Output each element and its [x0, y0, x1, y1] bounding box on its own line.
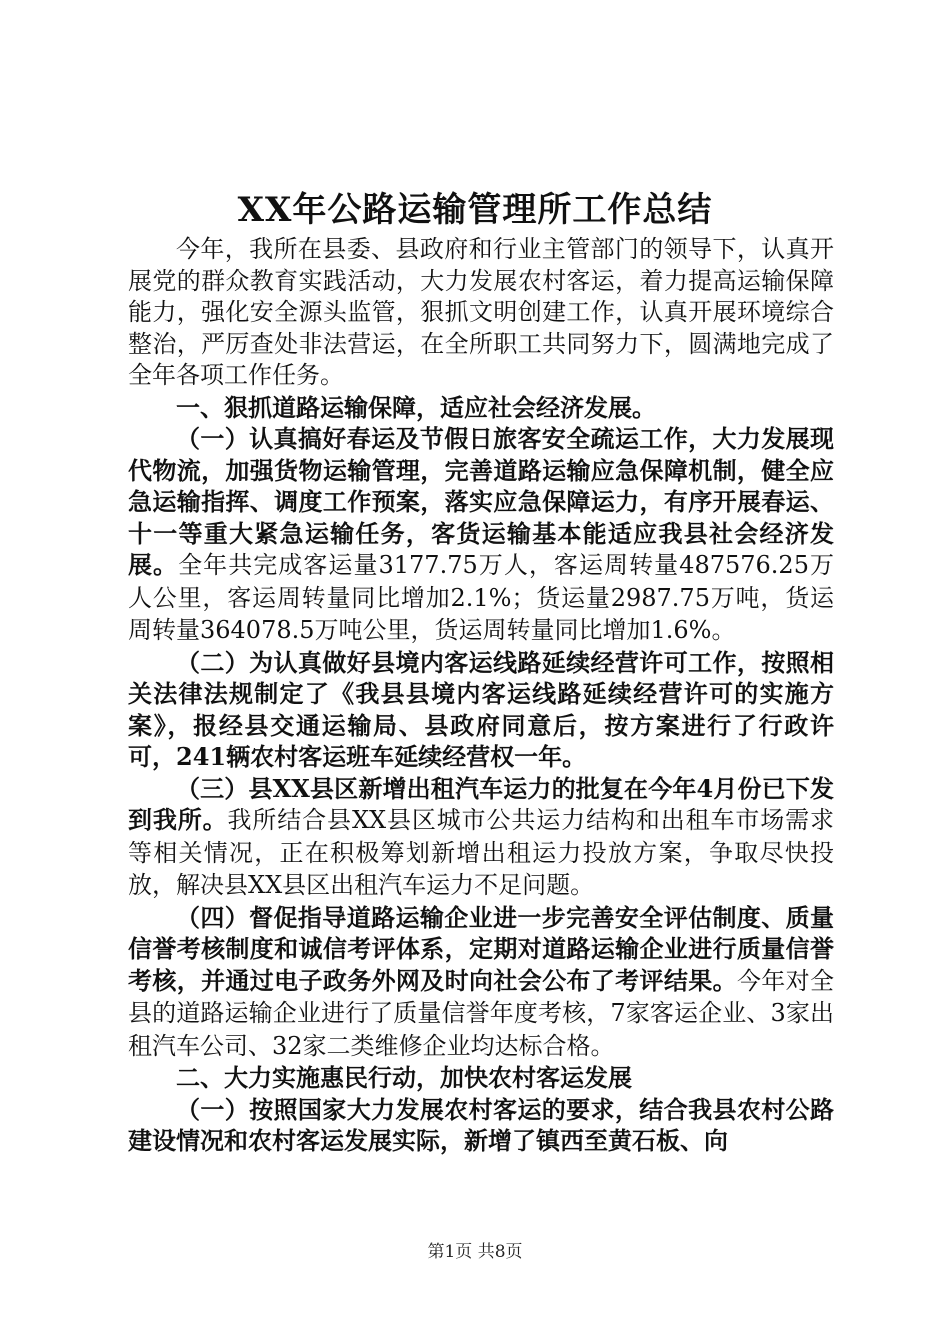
section-1-item-4 — [128, 902, 834, 1063]
document-title: XX年公路运输管理所工作总结 — [237, 190, 713, 230]
section-1-item-1 — [128, 423, 834, 647]
section-heading-2: 二、大力实施惠民行动，加快农村客运发展 — [176, 1063, 632, 1092]
section-heading-1: 一、狠抓道路运输保障，适应社会经济发展。 — [176, 392, 656, 422]
item-1-text: （一）认真搞好春运及节假日旅客安全疏运工作，大力发展现代物流，加强货物运输管理，完善道路运输应急保障机制，健全应急运输指挥、调度工作预案，落实应急保障运力，有序开展春运、十一等重大紧急运输任务，客货运输基本能适应我县社会经济发展。 — [128, 424, 834, 579]
page-footer: 第1页 共8页 — [427, 1242, 523, 1262]
item-1-stats: 全年共完成客运量3177.75万人，客运周转量487576.25万人公里，客运周转量同比增加2.1%；货运量2987.75万吨，货运周转量364078.5万吨公里，货运周转量同比增加1.6%。 — [128, 551, 835, 644]
item-3-detail: 我所结合县XX县区城市公共运力结构和出租车市场需求等相关情况，正在积极筹划新增出租运力投放方案，争取尽快投放，解决县XX县区出租汽车运力不足问题。 — [128, 806, 834, 899]
item-3-text: （三）县XX县区新增出租汽车运力的批复在今年4月份已下发到我所。 — [128, 773, 834, 834]
document-body — [128, 234, 834, 1157]
section-2-item-1: （一）按照国家大力发展农村客运的要求，结合我县农村公路建设情况和农村客运发展实际，新增了镇西至黄石板、向 — [128, 1094, 834, 1155]
intro-paragraph: 今年，我所在县委、县政府和行业主管部门的领导下，认真开展党的群众教育实践活动，大力发展农村客运，着力提高运输保障能力，强化安全源头监管，狠抓文明创建工作，认真开展环境综合整治，严厉查处非法营运，在全所职工共同努力下，圆满地完成了全年各项工作任务。 — [128, 235, 834, 389]
item-4-text: （四）督促指导道路运输企业进一步完善安全评估制度、质量信誉考核制度和诚信考评体系，定期对道路运输企业进行质量信誉考核，并通过电子政务外网及时向社会公布了考评结果。 — [128, 902, 834, 995]
item-4-detail: 今年对全县的道路运输企业进行了质量信誉年度考核，7家客运企业、3家出租汽车公司、32家二类维修企业均达标合格。 — [128, 966, 835, 1060]
section-1-item-3 — [128, 773, 834, 902]
section-1-item-2: （二）为认真做好县境内客运线路延续经营许可工作，按照相关法律法规制定了《我县县境内客运线路延续经营许可的实施方案》，报经县交通运输局、县政府同意后，按方案进行了行政许可，241辆农村客运班车延续经营权一年。 — [128, 647, 834, 771]
